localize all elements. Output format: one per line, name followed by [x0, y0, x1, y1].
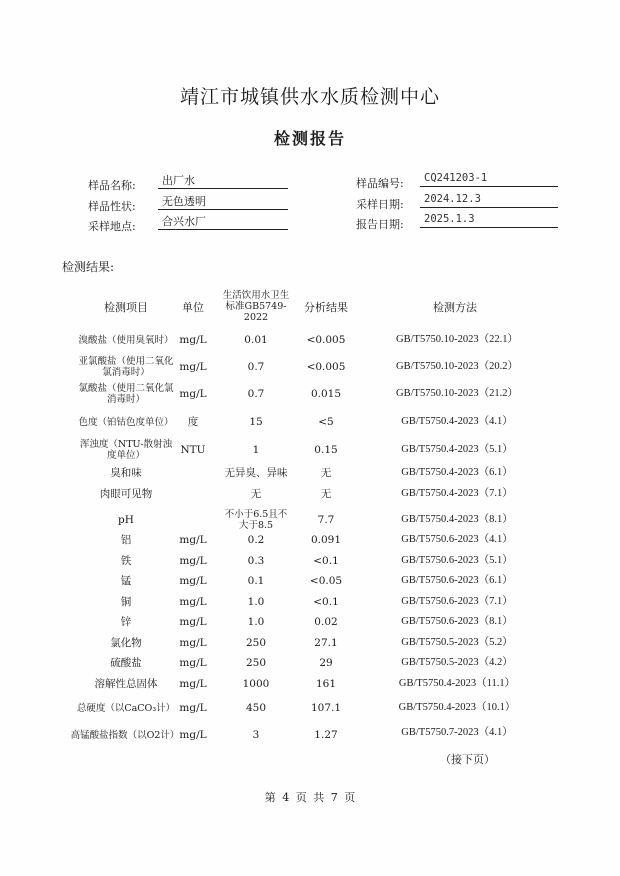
item-name: 溴酸盐（使用臭氧时）: [78, 334, 174, 346]
result-value: 1.27: [314, 729, 338, 741]
standard-limit: 无: [250, 488, 262, 500]
report-date-label: 报告日期:: [356, 218, 404, 231]
standard-limit: 不小于6.5且不大于8.5: [224, 509, 288, 531]
standard-limit: 1.0: [247, 616, 265, 628]
item-name: 氯化物: [110, 637, 142, 649]
method: GB/T5750.6-2023（7.1）: [401, 596, 513, 607]
method: GB/T5750.7-2023（4.1）: [401, 727, 513, 738]
method: GB/T5750.6-2023（8.1）: [401, 616, 513, 627]
unit: mg/L: [179, 361, 207, 373]
standard-limit: 1: [252, 444, 260, 456]
result-value: <0.005: [306, 334, 346, 346]
item-name: 亚氯酸盐（使用二氧化氯消毒时）: [78, 356, 174, 378]
item-name: 肉眼可见物: [99, 488, 153, 500]
header-method: 检测方法: [433, 301, 477, 314]
result-value: <5: [318, 416, 334, 428]
result-value: 161: [315, 678, 337, 690]
standard-limit: 无异臭、异味: [224, 467, 288, 479]
standard-limit: 0.2: [247, 534, 265, 546]
result-value: <0.005: [306, 361, 346, 373]
method: GB/T5750.4-2023（11.1）: [398, 678, 516, 689]
unit: mg/L: [179, 637, 207, 649]
standard-limit: 250: [245, 657, 267, 669]
continued-note: （接下页）: [440, 753, 495, 766]
location-label: 采样地点:: [88, 220, 136, 233]
sample-state-label: 样品性状:: [88, 200, 136, 213]
unit: mg/L: [179, 657, 207, 669]
method: GB/T5750.6-2023（6.1）: [401, 575, 513, 586]
standard-limit: 450: [245, 702, 267, 714]
method: GB/T5750.4-2023（4.1）: [401, 416, 513, 427]
method: GB/T5750.4-2023（8.1）: [401, 514, 513, 525]
result-value: 0.02: [314, 616, 338, 628]
sample-state-value: 无色透明: [158, 194, 288, 210]
method: GB/T5750.5-2023（4.2）: [401, 657, 513, 668]
result-value: <0.1: [313, 555, 339, 567]
unit: mg/L: [179, 388, 207, 400]
method: GB/T5750.10-2023（21.2）: [396, 388, 518, 399]
sampling-date-value: 2024.12.3: [420, 192, 558, 208]
item-name: 总硬度（以CaCO₃计）: [76, 702, 176, 714]
unit: mg/L: [179, 729, 207, 741]
unit: mg/L: [179, 334, 207, 346]
item-name: 氯酸盐（使用二氧化氯消毒时）: [78, 383, 174, 405]
standard-limit: 0.7: [247, 361, 265, 373]
header-result: 分析结果: [304, 301, 348, 314]
unit: mg/L: [179, 534, 207, 546]
item-name: 溶解性总固体: [94, 678, 158, 690]
result-value: <0.05: [309, 575, 343, 587]
result-value: <0.1: [313, 596, 339, 608]
method: GB/T5750.10-2023（22.1）: [396, 334, 518, 345]
report-title: 检测报告: [273, 129, 346, 148]
unit: [173, 486, 213, 502]
standard-limit: 0.1: [247, 575, 265, 587]
result-value: 29: [319, 657, 333, 669]
sample-no-value: CQ241203-1: [420, 171, 558, 187]
header-item: 检测项目: [104, 301, 148, 314]
results-label: 检测结果:: [62, 260, 115, 274]
result-value: 无: [320, 488, 332, 500]
item-name: 色度（铂钴色度单位）: [78, 416, 174, 428]
result-value: 0.015: [310, 388, 342, 400]
sample-name-value: 出厂水: [158, 173, 288, 189]
unit: [173, 507, 213, 533]
location-value: 合兴水厂: [158, 214, 288, 230]
method: GB/T5750.4-2023（10.1）: [398, 702, 516, 713]
unit: NTU: [180, 444, 206, 456]
item-name: 锰: [120, 575, 132, 587]
item-name: 铁: [120, 555, 132, 567]
standard-limit: 1.0: [247, 596, 265, 608]
standard-limit: 0.01: [244, 334, 268, 346]
header-standard: 生活饮用水卫生标准GB5749-2022: [222, 289, 290, 323]
method: GB/T5750.4-2023（6.1）: [401, 467, 513, 478]
standard-limit: 3: [252, 729, 260, 741]
method: GB/T5750.6-2023（5.1）: [401, 555, 513, 566]
unit: 度: [187, 416, 199, 428]
standard-limit: 1000: [242, 678, 270, 690]
method: GB/T5750.6-2023（4.1）: [401, 534, 513, 545]
org-name: 靖江市城镇供水水质检测中心: [179, 86, 440, 108]
unit: mg/L: [179, 616, 207, 628]
unit: mg/L: [179, 678, 207, 690]
result-value: 无: [320, 467, 332, 479]
method: GB/T5750.5-2023（5.2）: [401, 637, 513, 648]
item-name: 锌: [120, 616, 132, 628]
sampling-date-label: 采样日期:: [356, 198, 404, 211]
unit: [173, 465, 213, 481]
report-date-value: 2025.1.3: [420, 212, 558, 228]
header-unit: 单位: [182, 301, 204, 314]
item-name: pH: [118, 514, 134, 526]
method: GB/T5750.4-2023（7.1）: [401, 488, 513, 499]
standard-limit: 250: [245, 637, 267, 649]
item-name: 铝: [120, 534, 132, 546]
result-value: 7.7: [317, 514, 335, 526]
method: GB/T5750.4-2023（5.1）: [401, 444, 513, 455]
result-value: 27.1: [314, 637, 338, 649]
unit: mg/L: [179, 596, 207, 608]
result-value: 0.15: [314, 444, 338, 456]
item-name: 铜: [120, 596, 132, 608]
method: GB/T5750.10-2023（20.2）: [396, 361, 518, 372]
unit: mg/L: [179, 702, 207, 714]
standard-limit: 15: [249, 416, 263, 428]
result-value: 0.091: [310, 534, 342, 546]
page-number: 第 4 页 共 7 页: [264, 791, 356, 804]
standard-limit: 0.7: [247, 388, 265, 400]
sample-no-label: 样品编号:: [356, 177, 404, 190]
unit: mg/L: [179, 575, 207, 587]
item-name: 硫酸盐: [110, 657, 142, 669]
unit: mg/L: [179, 555, 207, 567]
item-name: 浑浊度（NTU-散射浊度单位）: [79, 439, 173, 461]
result-value: 107.1: [310, 702, 342, 714]
standard-limit: 0.3: [247, 555, 265, 567]
item-name: 臭和味: [110, 467, 142, 479]
sample-name-label: 样品名称:: [88, 179, 136, 192]
item-name: 高锰酸盐指数（以O2计）: [70, 729, 180, 741]
